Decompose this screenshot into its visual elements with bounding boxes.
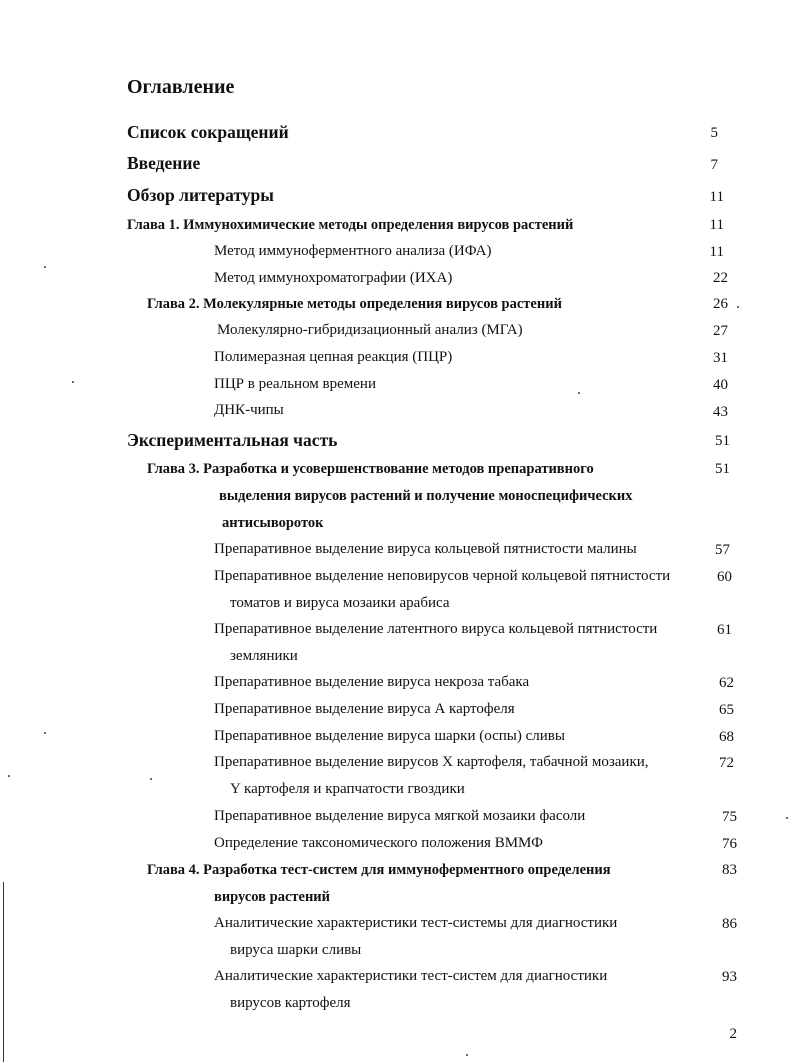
toc-page-number: 86	[722, 916, 737, 932]
toc-page-number: 60	[717, 569, 732, 585]
scan-speck	[578, 392, 580, 394]
toc-chapter: Глава 3. Разработка и усовершенствование методов препаративного	[147, 461, 594, 477]
toc-subsection: Препаративное выделение вируса кольцевой пятнистости малины	[214, 541, 637, 557]
toc-page-number: 11	[709, 189, 724, 205]
toc-section: Обзор литературы	[127, 185, 274, 205]
toc-page-number: 27	[713, 323, 728, 339]
toc-chapter-continuation: антисывороток	[222, 515, 324, 531]
scan-speck	[466, 1054, 468, 1056]
toc-section: Экспериментальная часть	[127, 430, 338, 450]
toc-subsection: Метод иммуноферментного анализа (ИФА)	[214, 243, 492, 259]
toc-page-number: 31	[713, 350, 728, 366]
scan-speck	[44, 732, 46, 734]
toc-subsection: Препаративное выделение вируса шарки (оспы) сливы	[214, 728, 565, 744]
toc-section: Список сокращений	[127, 122, 289, 142]
toc-page-number: 5	[710, 125, 718, 141]
toc-page-number: 61	[717, 622, 732, 638]
toc-page-number: 40	[713, 377, 728, 393]
toc-subsection: Препаративное выделение вирусов Х картофеля, табачной мозаики,	[214, 754, 649, 770]
scan-speck	[150, 778, 152, 780]
toc-subsection: Препаративное выделение вируса некроза табака	[214, 674, 530, 690]
toc-subsection-continuation: земляники	[230, 648, 298, 664]
scan-speck	[72, 381, 74, 383]
toc-subsection: Молекулярно-гибридизационный анализ (МГА)	[217, 322, 523, 338]
toc-page-number: 75	[722, 809, 737, 825]
toc-subsection: ДНК-чипы	[214, 402, 284, 418]
toc-page-number: 51	[715, 433, 730, 449]
toc-page-number: 93	[722, 969, 737, 985]
scan-speck	[44, 266, 46, 268]
toc-page-number: 62	[719, 675, 734, 691]
toc-page-number: 11	[709, 244, 724, 260]
scan-speck	[8, 775, 10, 777]
toc-subsection: Аналитические характеристики тест-систем для диагностики	[214, 968, 608, 984]
toc-subsection: Метод иммунохроматографии (ИХА)	[214, 270, 453, 286]
toc-page-number: 72	[719, 755, 734, 771]
toc-subsection-continuation: томатов и вируса мозаики арабиса	[230, 595, 450, 611]
toc-subsection: Препаративное выделение вируса А картофеля	[214, 701, 515, 717]
toc-subsection-continuation: вирусов картофеля	[230, 995, 351, 1011]
toc-chapter: Глава 1. Иммунохимические методы определения вирусов растений	[127, 217, 574, 233]
toc-page-number: 76	[722, 836, 737, 852]
toc-page-number: 26	[713, 296, 728, 312]
toc-page-number: 83	[722, 862, 737, 878]
toc-section: Введение	[127, 153, 201, 173]
toc-subsection-continuation: Y картофеля и крапчатости гвоздики	[230, 781, 465, 797]
toc-page-number: 57	[715, 542, 730, 558]
toc-chapter-continuation: выделения вирусов растений и получение моноспецифических	[219, 488, 633, 504]
toc-title: Оглавление	[127, 76, 235, 98]
toc-subsection: Полимеразная цепная реакция (ПЦР)	[214, 349, 453, 365]
toc-subsection: Препаративное выделение латентного вируса кольцевой пятнистости	[214, 621, 658, 637]
toc-page-number: 65	[719, 702, 734, 718]
scan-speck	[786, 817, 788, 819]
toc-chapter-continuation: вирусов растений	[214, 889, 331, 905]
toc-subsection: Аналитические характеристики тест-системы для диагностики	[214, 915, 618, 931]
toc-subsection-continuation: вируса шарки сливы	[230, 942, 362, 958]
scan-edge-line	[3, 882, 4, 1062]
toc-subsection: Препаративное выделение вируса мягкой мозаики фасоли	[214, 808, 586, 824]
toc-chapter: Глава 2. Молекулярные методы определения вирусов растений	[147, 296, 562, 312]
toc-subsection: ПЦР в реальном времени	[214, 376, 376, 392]
toc-page-number: 51	[715, 461, 730, 477]
scan-speck	[737, 306, 739, 308]
toc-subsection: Определение таксономического положения ВММФ	[214, 835, 544, 851]
toc-subsection: Препаративное выделение неповирусов черной кольцевой пятнистости	[214, 568, 671, 584]
toc-page-number: 43	[713, 404, 728, 420]
toc-page-number: 7	[710, 157, 718, 173]
page-number: 2	[729, 1026, 737, 1042]
toc-page-number: 11	[709, 217, 724, 233]
toc-page-number: 22	[713, 270, 728, 286]
toc-page-number: 68	[719, 729, 734, 745]
toc-chapter: Глава 4. Разработка тест-систем для иммуноферментного определения	[147, 862, 611, 878]
